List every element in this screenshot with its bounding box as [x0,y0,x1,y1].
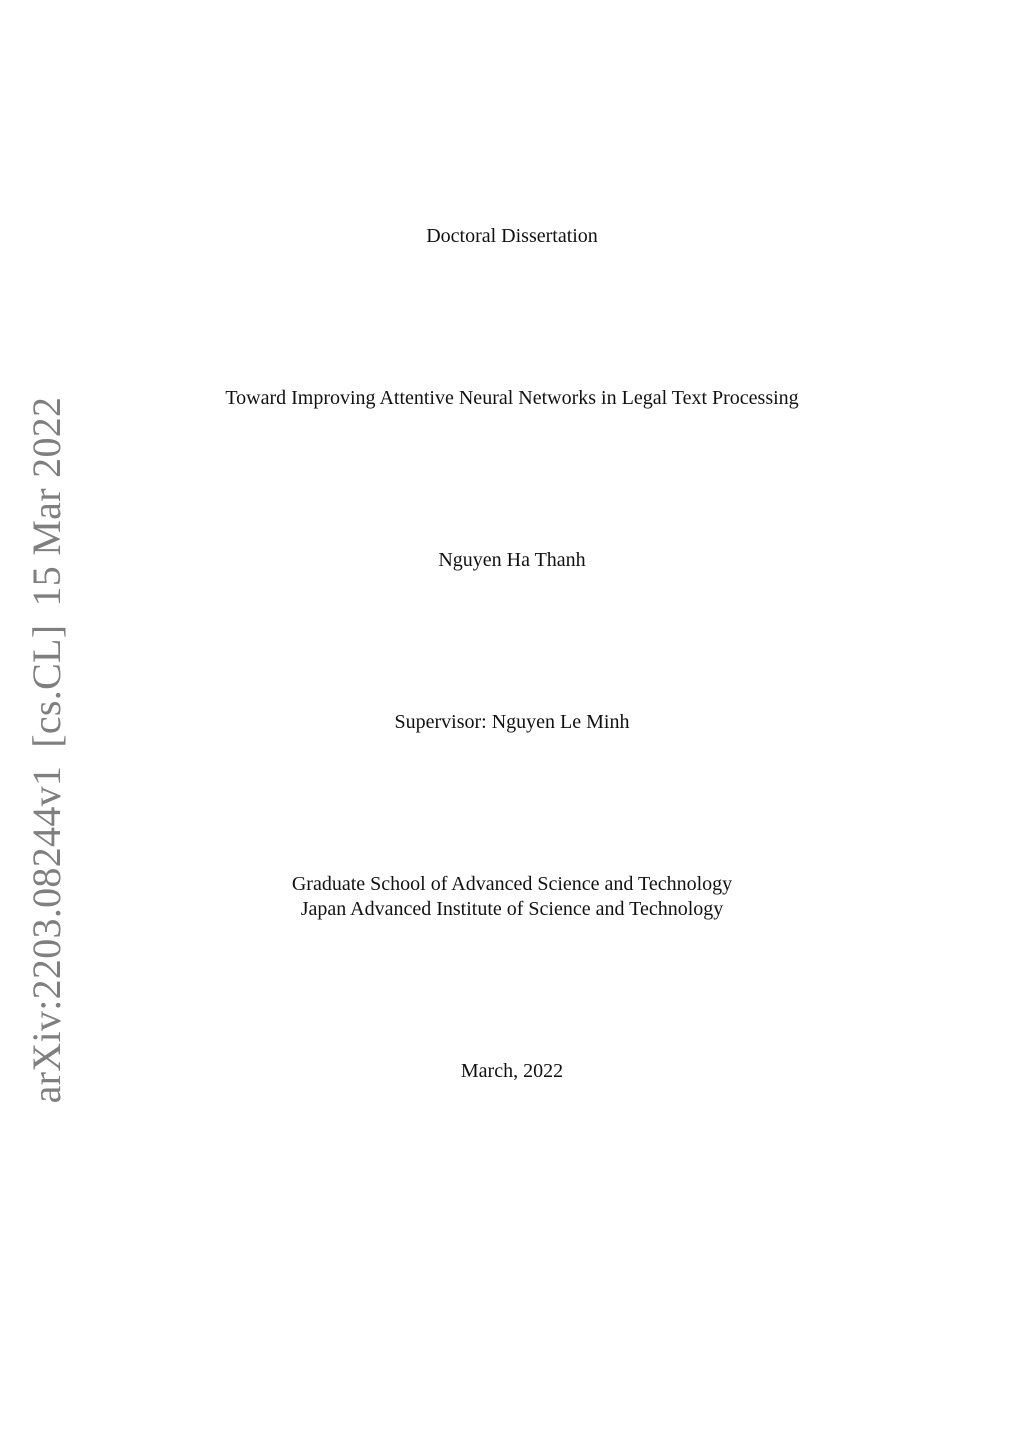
school-name: Graduate School of Advanced Science and Technology [291,873,733,895]
document-type: Doctoral Dissertation [426,225,598,247]
submission-date: March, 2022 [460,1060,564,1082]
author-name: Nguyen Ha Thanh [438,549,586,571]
arxiv-sidebar [17,396,77,1104]
arxiv-date: 15 Mar 2022 [24,396,69,607]
arxiv-id: arXiv:2203.08244v1 [24,765,69,1104]
arxiv-stamp [25,397,69,1104]
dissertation-title: Toward Improving Attentive Neural Networks in Legal Text Processing [225,387,799,409]
supervisor-line: Supervisor: Nguyen Le Minh [394,711,630,733]
institute-name: Japan Advanced Institute of Science and Technology [300,898,724,920]
arxiv-category: [cs.CL] [24,624,69,748]
